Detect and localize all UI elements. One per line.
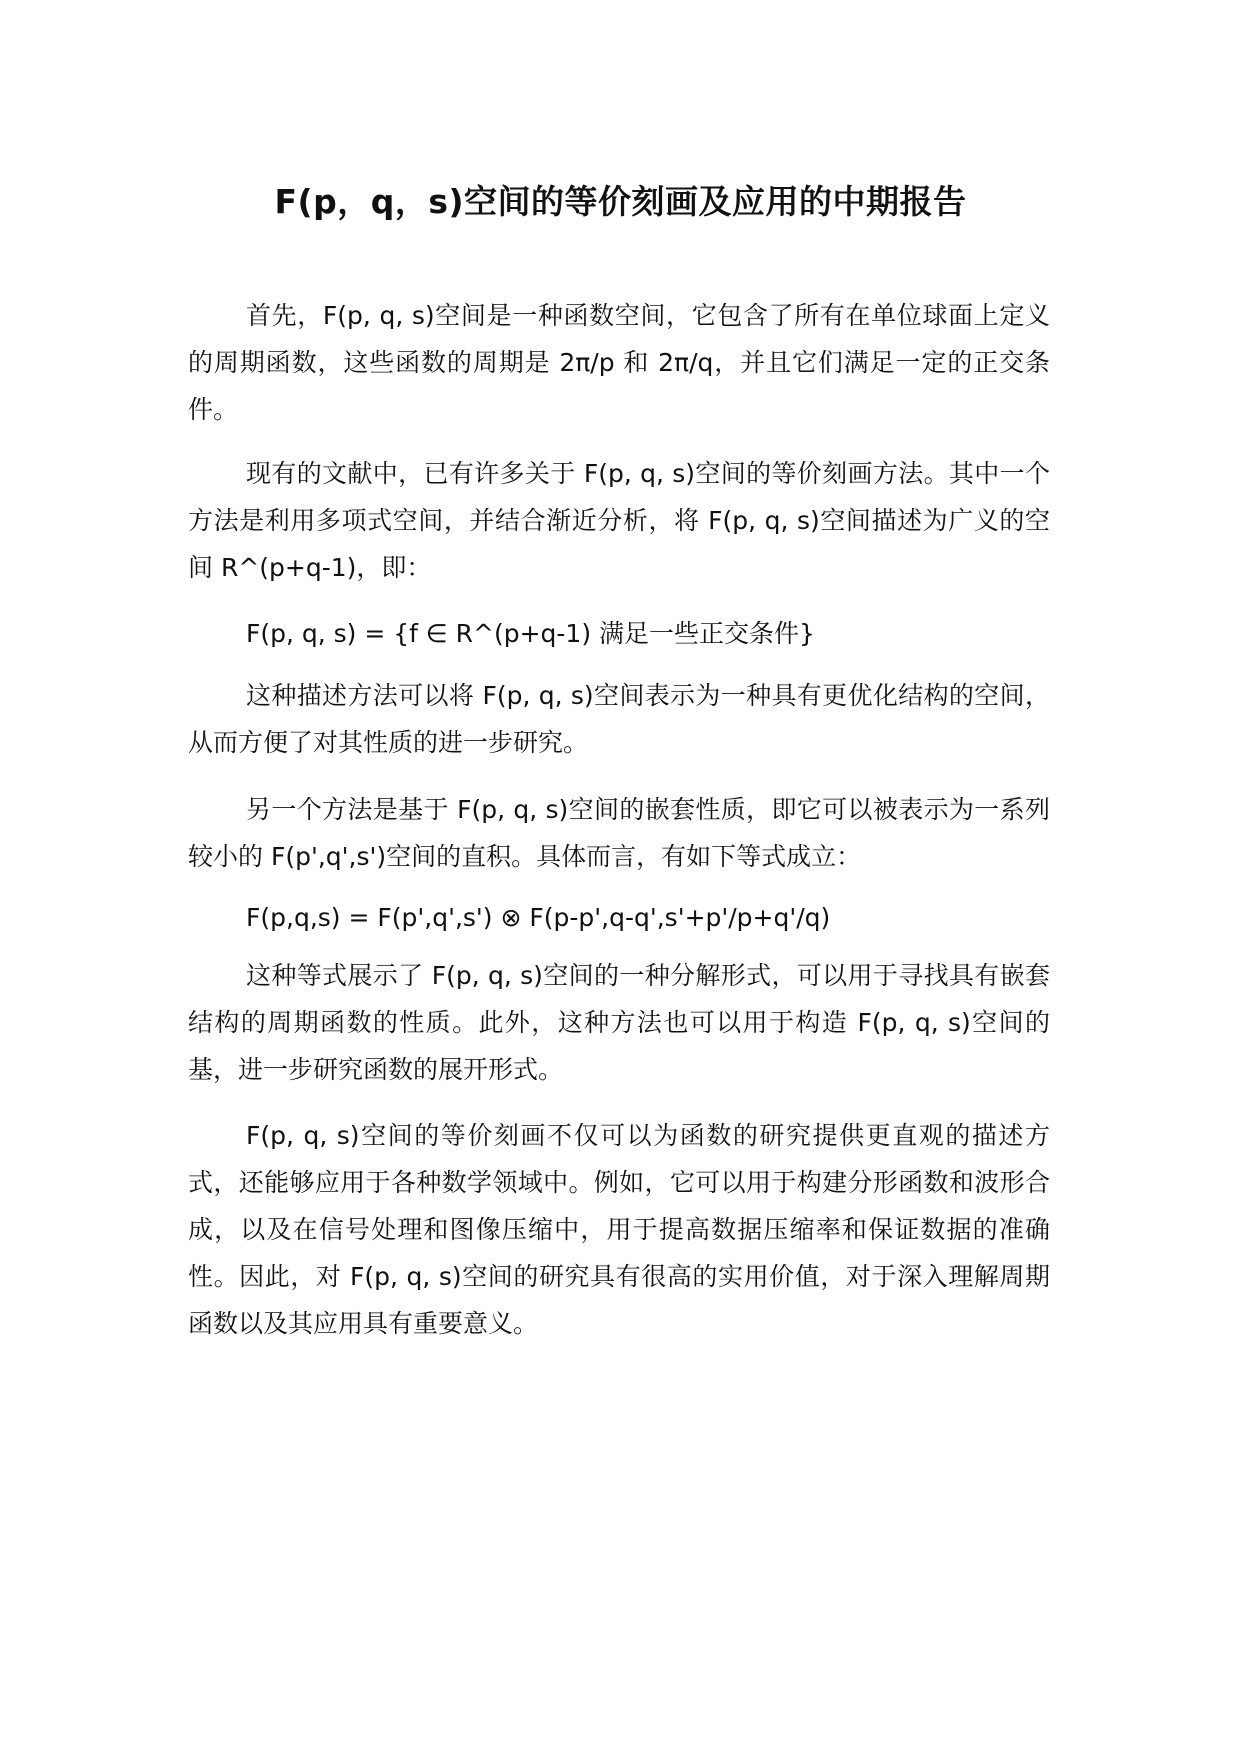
paragraph-structure: 这种描述方法可以将 F(p, q, s)空间表示为一种具有更优化结构的空间，从而方便了对其性质的进一步研究。: [188, 681, 1050, 757]
paragraph-decomposition: 这种等式展示了 F(p, q, s)空间的一种分解形式，可以用于寻找具有嵌套结构的周期函数的性质。此外，这种方法也可以用于构造 F(p, q, s)空间的基，进一步研究函数的展开形式。: [188, 961, 1050, 1084]
paragraph-applications: F(p, q, s)空间的等价刻画不仅可以为函数的研究提供更直观的描述方式，还能够应用于各种数学领域中。例如，它可以用于构建分形函数和波形合成，以及在信号处理和图像压缩中，用于提高数据压缩率和保证数据的准确性。因此，对 F(p, q, s)空间的研究具有很高的实用价值，对于深入理解周期函数以及其应用具有重要意义。: [188, 1121, 1050, 1338]
paragraph-intro: 首先，F(p, q, s)空间是一种函数空间，它包含了所有在单位球面上定义的周期函数，这些函数的周期是 2π/p 和 2π/q，并且它们满足一定的正交条件。: [188, 301, 1050, 424]
formula-space-definition: F(p, q, s) = {f ∈ R^(p+q-1) 满足一些正交条件}: [246, 619, 815, 648]
formula-decomposition: F(p,q,s) = F(p',q',s') ⊗ F(p-p',q-q',s'+p'/p+q'/q): [246, 903, 831, 932]
paragraph-literature: 现有的文献中，已有许多关于 F(p, q, s)空间的等价刻画方法。其中一个方法是利用多项式空间，并结合渐近分析，将 F(p, q, s)空间描述为广义的空间 R^(p+q-1)，即：: [188, 459, 1050, 582]
paragraph-nesting: 另一个方法是基于 F(p, q, s)空间的嵌套性质，即它可以被表示为一系列较小的 F(p',q',s')空间的直积。具体而言，有如下等式成立：: [188, 795, 1050, 871]
document-title: F(p，q，s)空间的等价刻画及应用的中期报告: [274, 182, 967, 221]
